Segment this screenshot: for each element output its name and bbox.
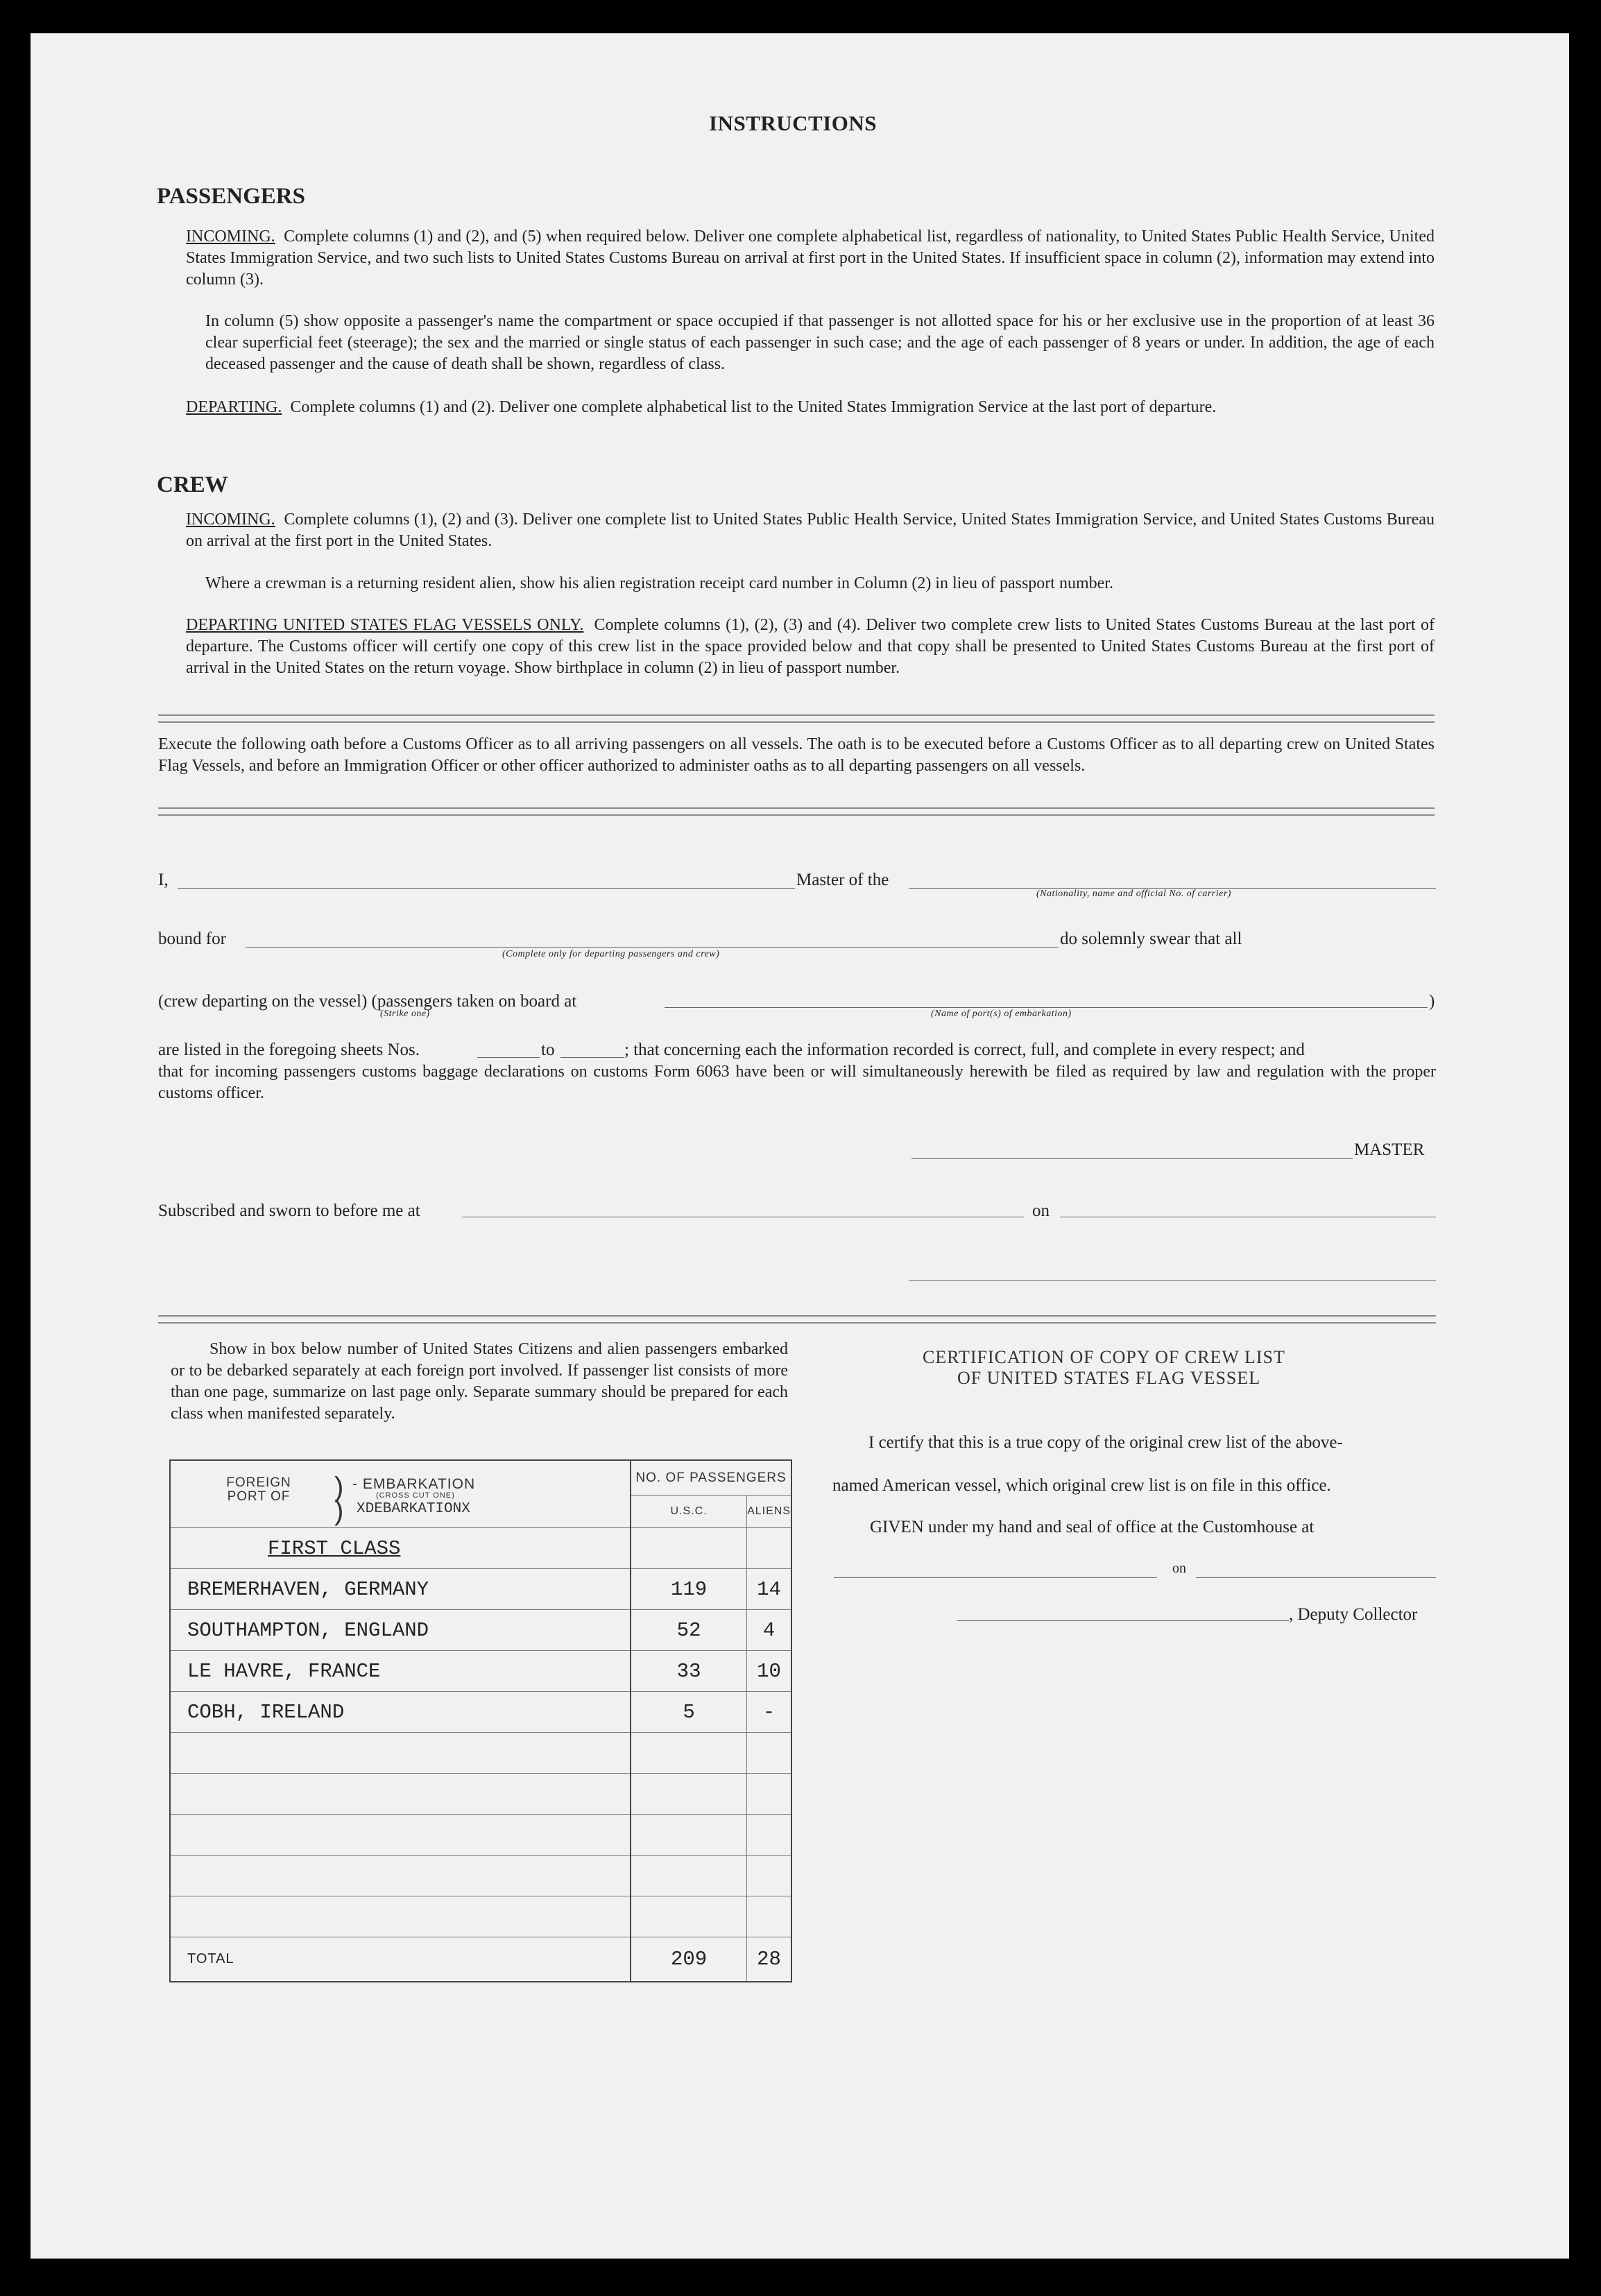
- crew-heading: CREW: [157, 472, 228, 497]
- table-row: [170, 1569, 791, 1610]
- departing-note: (Complete only for departing passengers and crew): [502, 949, 720, 959]
- customhouse-field[interactable]: [834, 1577, 1157, 1578]
- total-aliens: 28: [757, 1947, 781, 1971]
- summary-instructions: Show in box below number of United States Citizens and alien passengers embarked or to be debarked separately at each foreign port involved. If passenger list consists of more than one page, summarize on last page only. Separate summary should be prepared for each class when manifested separately.: [171, 1340, 788, 1423]
- passengers-incoming-text: Complete columns (1) and (2), and (5) when required below. Deliver one complete alphabetical list, regardless of nationality, to United States Public Health Service, United States Immigration Service, and two such lists to United States Customs Bureau on arrival at first port in the United States. If insufficient space in column (2), information may extend into column (3).: [186, 228, 1435, 289]
- listed-text-3: that for incoming passengers customs baggage declarations on customs Form 6063 have been or will simultaneously herewith be filed as required by law and regulation with the proper customs officer.: [158, 1063, 1436, 1102]
- master-name-field[interactable]: [178, 888, 795, 889]
- aliens-cell: 4: [747, 1610, 791, 1651]
- table-row: [170, 1610, 791, 1651]
- foreign-port-label: FOREIGN PORT OF: [226, 1475, 291, 1504]
- passengers-incoming-label: INCOMING.: [186, 228, 275, 246]
- table-row: [170, 1733, 791, 1774]
- ports-field[interactable]: [665, 1007, 1428, 1008]
- table-cell: [747, 1896, 791, 1937]
- certification-line-1: I certify that this is a true copy of the original crew list of the above-: [868, 1433, 1343, 1452]
- crew-departing: [186, 615, 1435, 679]
- table-cell: [631, 1896, 747, 1937]
- no-passengers-label: NO. OF PASSENGERS: [631, 1462, 791, 1496]
- total-usc: 209: [631, 1937, 747, 1982]
- divider: [158, 714, 1435, 723]
- debarkation-label: XDEBARKATIONX: [357, 1501, 470, 1517]
- crew-incoming-text: Complete columns (1), (2) and (3). Deliver one complete list to United States Public Health Service, United States Immigration Service, and United States Customs Bureau on arrival at the first port in the United States.: [186, 511, 1435, 550]
- table-row: [170, 1651, 791, 1692]
- listed-text-1: are listed in the foregoing sheets Nos.: [158, 1040, 420, 1059]
- cross-out-label: (CROSS CUT ONE): [376, 1491, 455, 1500]
- table-cell: [631, 1774, 747, 1815]
- bound-for-field[interactable]: [246, 947, 1059, 948]
- table-row: [170, 1528, 791, 1569]
- crew-resident-alien: Where a crewman is a returning resident alien, show his alien registration receipt card number in Column (2) in lieu of passport number.: [205, 574, 1113, 592]
- certification-line-3: GIVEN under my hand and seal of office at the Customhouse at: [870, 1518, 1315, 1536]
- certification-title-1: CERTIFICATION OF COPY OF CREW LIST: [923, 1347, 1285, 1367]
- crew-passengers-label: (crew departing on the vessel) (passengers taken on board at: [158, 992, 577, 1011]
- ports-note: (Name of port(s) of embarkation): [931, 1009, 1072, 1019]
- bracket-icon: ): [334, 1472, 344, 1502]
- passengers-incoming: [186, 226, 1435, 291]
- strike-note: (Strike one): [380, 1009, 430, 1019]
- sworn-on-label: on: [1032, 1201, 1050, 1220]
- passengers-departing: [186, 397, 1435, 418]
- crew-departing-text: Complete columns (1), (2), (3) and (4). Deliver two complete crew lists to United States Customs Bureau at the last port of departure. The Customs officer will certify one copy of this crew list in the space provided below and that copy shall be presented to United States Customs Bureau at the first port of arrival in the United States on the return voyage. Show birthplace in column (2) in lieu of passport number.: [186, 616, 1435, 677]
- class-label-cell: [170, 1528, 631, 1569]
- certification-on-label: on: [1172, 1561, 1186, 1576]
- listed-to: to: [541, 1040, 555, 1059]
- sheet-from-field[interactable]: [477, 1057, 540, 1058]
- officer-signature-field[interactable]: [909, 1280, 1436, 1281]
- divider: [158, 1315, 1436, 1323]
- table-cell: [747, 1815, 791, 1856]
- crew-departing-label: DEPARTING UNITED STATES FLAG VESSELS ONLY.: [186, 616, 584, 634]
- table-cell: [747, 1528, 791, 1569]
- table-cell: [170, 1815, 631, 1856]
- passengers-heading: PASSENGERS: [157, 184, 305, 209]
- passengers-column5: In column (5) show opposite a passenger's name the compartment or space occupied if that passenger is not allotted space for his or her exclusive use in the proportion of at least 36 clear superficial feet (steerage); the sex and the married or single status of each passenger in such case; and the age of each passenger of 8 years or under. In addition, the age of each deceased passenger and the cause of death shall be shown, regardless of class.: [205, 312, 1435, 373]
- crew-incoming-label: INCOMING.: [186, 511, 275, 529]
- table-cell: [170, 1774, 631, 1815]
- certification-line-2: named American vessel, which original crew list is on file in this office.: [832, 1476, 1331, 1495]
- close-paren: ): [1429, 992, 1435, 1011]
- table-cell: [631, 1528, 747, 1569]
- master-label: MASTER: [1354, 1140, 1425, 1159]
- port-cell: SOUTHAMPTON, ENGLAND: [170, 1610, 631, 1651]
- table-row: [170, 1774, 791, 1815]
- embarkation-label: - EMBARKATION: [352, 1476, 476, 1492]
- aliens-cell: -: [747, 1692, 791, 1733]
- table-cell: [170, 1856, 631, 1896]
- bracket-icon: ): [334, 1496, 344, 1526]
- header-port-cell: [170, 1460, 631, 1528]
- usc-label: U.S.C.: [631, 1496, 747, 1527]
- aliens-cell: 10: [747, 1651, 791, 1692]
- table-row: [170, 1692, 791, 1733]
- sheet-to-field[interactable]: [560, 1057, 624, 1058]
- table-cell: [747, 1774, 791, 1815]
- crew-incoming: [186, 509, 1435, 552]
- header-passengers-cell: [631, 1460, 791, 1528]
- usc-cell: 5: [631, 1692, 747, 1733]
- table-row: [170, 1815, 791, 1856]
- table-row: [170, 1896, 791, 1937]
- total-row: [170, 1937, 791, 1982]
- oath-intro: Execute the following oath before a Customs Officer as to all arriving passengers on all vessels. The oath is to be executed before a Customs Officer as to all departing crew on United States Flag Vessels, and before an Immigration Officer or other officer authorized to administer oaths as to all departing passengers on all vessels.: [158, 735, 1435, 775]
- table-row: [170, 1856, 791, 1896]
- certification-date-field[interactable]: [1196, 1577, 1436, 1578]
- usc-cell: 33: [631, 1651, 747, 1692]
- port-cell: BREMERHAVEN, GERMANY: [170, 1569, 631, 1610]
- table-cell: [170, 1896, 631, 1937]
- subscribed-label: Subscribed and sworn to before me at: [158, 1201, 420, 1220]
- class-label: FIRST CLASS: [268, 1536, 401, 1560]
- table-cell: [631, 1815, 747, 1856]
- total-label: TOTAL: [170, 1937, 631, 1982]
- aliens-label: ALIENS: [747, 1505, 791, 1517]
- deputy-signature-field[interactable]: [957, 1620, 1289, 1621]
- passengers-departing-label: DEPARTING.: [186, 398, 282, 416]
- oath-i-label: I,: [158, 871, 169, 889]
- table-cell: [170, 1733, 631, 1774]
- master-signature-field[interactable]: [911, 1158, 1353, 1159]
- deputy-label: , Deputy Collector: [1289, 1605, 1418, 1624]
- bound-for-label: bound for: [158, 929, 226, 948]
- usc-cell: 119: [631, 1569, 747, 1610]
- swear-label: do solemnly swear that all: [1060, 929, 1242, 948]
- table-cell: [631, 1733, 747, 1774]
- certification-title-2: OF UNITED STATES FLAG VESSEL: [957, 1368, 1261, 1388]
- port-cell: LE HAVRE, FRANCE: [170, 1651, 631, 1692]
- master-of-label: Master of the: [796, 871, 889, 889]
- passenger-summary-table: [169, 1459, 792, 1982]
- table-cell: [631, 1856, 747, 1896]
- passengers-departing-text: Complete columns (1) and (2). Deliver one complete alphabetical list to the United States Immigration Service at the last port of departure.: [290, 398, 1217, 416]
- table-cell: [747, 1856, 791, 1896]
- table-cell: [747, 1733, 791, 1774]
- carrier-note: (Nationality, name and official No. of carrier): [1036, 889, 1231, 899]
- listed-text-2: ; that concerning each the information recorded is correct, full, and complete in every respect; and: [624, 1040, 1305, 1059]
- page-title: INSTRUCTIONS: [709, 111, 877, 135]
- aliens-cell: 14: [747, 1569, 791, 1610]
- port-cell: COBH, IRELAND: [170, 1692, 631, 1733]
- usc-cell: 52: [631, 1610, 747, 1651]
- divider: [158, 807, 1435, 816]
